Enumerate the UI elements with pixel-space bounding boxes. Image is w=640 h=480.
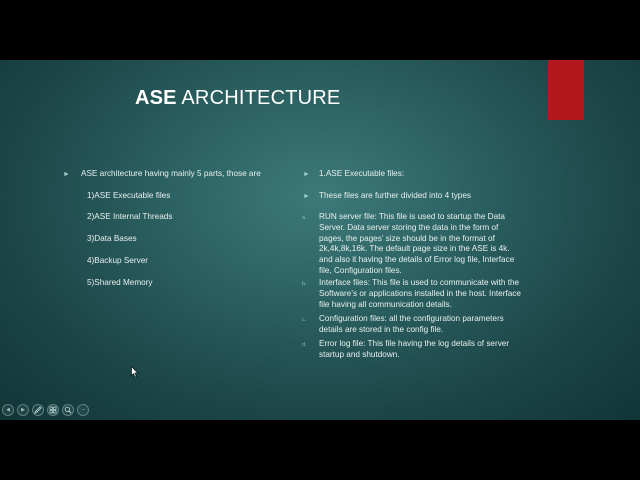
left-intro: ASE architecture having mainly 5 parts, those are <box>81 169 261 178</box>
next-slide-icon: ▶ <box>21 406 25 413</box>
zoom-button[interactable] <box>62 404 74 416</box>
more-options-icon: ··· <box>80 407 86 413</box>
previous-slide-icon: ◀ <box>6 406 10 413</box>
slide-title-bold: ASE <box>135 87 177 109</box>
slide-title <box>135 87 340 110</box>
right-item-text: Configuration files: all the configuration parameters details are stored in the config file. <box>319 314 504 334</box>
right-item-text: RUN server file: This file is used to startup the Data Server. Data server storing the data in the form of pages, the pages’ size should be in the format of 2k,4k,8k,16k. The default page size in the ASE is 4k. and also it having the details of Error log file, Interface file, Configuration files. <box>319 212 515 275</box>
right-item-text: Interface files: This file is used to communicate with the Software’s or applications installed in the host. Interface file having all communication details. <box>319 278 521 309</box>
slides-grid-icon <box>49 406 57 414</box>
zoom-icon <box>64 406 72 414</box>
arrow-bullet-icon: ► <box>303 193 310 200</box>
presentation-slide <box>0 60 640 420</box>
slideshow-controls <box>2 403 89 417</box>
mouse-cursor-icon <box>131 366 139 378</box>
left-item: 2)ASE Internal Threads <box>87 212 173 221</box>
list-marker: d. <box>302 342 307 348</box>
right-heading: 1.ASE Executable files: <box>319 169 405 178</box>
arrow-bullet-icon: ► <box>63 171 70 178</box>
letterbox-bottom <box>0 420 640 480</box>
left-item: 5)Shared Memory <box>87 278 153 287</box>
slide-title-rest: ARCHITECTURE <box>176 87 341 109</box>
list-marker: c. <box>302 317 307 323</box>
left-item: 3)Data Bases <box>87 234 137 243</box>
right-intro: These files are further divided into 4 types <box>319 191 472 200</box>
letterbox-top <box>0 0 640 60</box>
accent-rectangle <box>548 60 584 120</box>
list-marker: a. <box>302 215 307 221</box>
previous-slide-button[interactable] <box>2 404 14 416</box>
pen-icon <box>34 406 42 414</box>
see-all-slides-button[interactable] <box>47 404 59 416</box>
arrow-bullet-icon: ► <box>303 171 310 178</box>
pen-tool-button[interactable] <box>32 404 44 416</box>
next-slide-button[interactable] <box>17 404 29 416</box>
left-item: 4)Backup Server <box>87 256 148 265</box>
right-item-text: Error log file: This file having the log details of server startup and shutdown. <box>319 339 510 359</box>
more-options-button[interactable] <box>77 404 89 416</box>
left-item: 1)ASE Executable files <box>87 191 171 200</box>
list-marker: b. <box>302 281 307 287</box>
